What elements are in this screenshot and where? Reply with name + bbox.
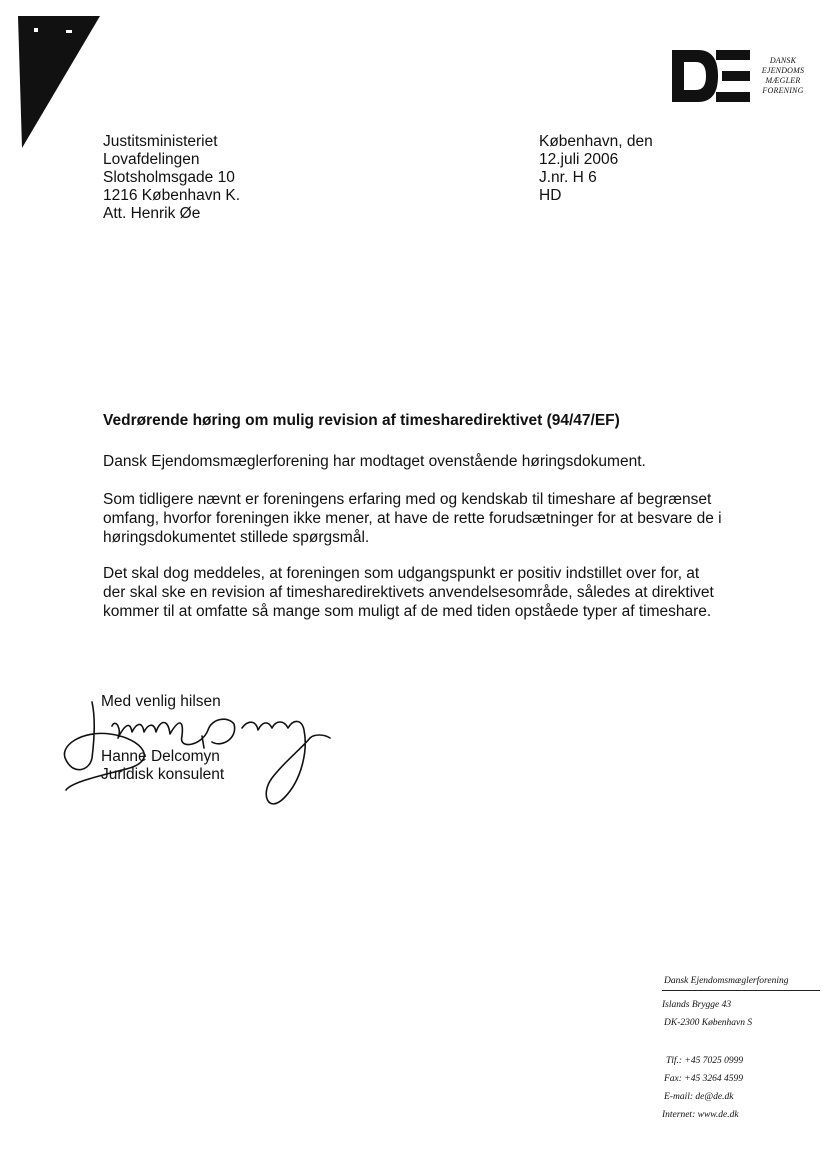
recipient-line: 1216 København K. bbox=[103, 187, 241, 204]
logo-line: FORENING bbox=[762, 86, 804, 95]
footer-city: DK-2300 København S bbox=[664, 1018, 753, 1028]
footer-rule bbox=[662, 990, 820, 991]
de-logo-wordmark bbox=[753, 56, 813, 96]
logo-line: MÆGLER bbox=[765, 76, 801, 85]
logo-line: DANSK bbox=[769, 56, 797, 65]
body-line: omfang, hvorfor foreningen ikke mener, at have de rette forudsætninger for at besvare de i bbox=[103, 510, 722, 527]
footer-web: Internet: www.de.dk bbox=[662, 1110, 739, 1120]
journal-number: J.nr. H 6 bbox=[539, 169, 597, 186]
body-paragraph-2 bbox=[103, 490, 722, 547]
body-line: der skal ske en revision af timesharedirektivets anvendelsesområde, således at direktivet bbox=[103, 584, 714, 601]
closing-salutation: Med venlig hilsen bbox=[101, 693, 221, 710]
recipient-line: Slotsholmsgade 10 bbox=[103, 169, 235, 186]
body-paragraph-1 bbox=[103, 452, 646, 471]
signer-title: Juridisk konsulent bbox=[101, 766, 225, 783]
body-line: høringsdokumentet stillede spørgsmål. bbox=[103, 529, 370, 546]
footer-org: Dansk Ejendomsmæglerforening bbox=[664, 976, 789, 986]
recipient-line: Justitsministeriet bbox=[103, 133, 218, 150]
signer-name: Hanne Delcomyn bbox=[101, 748, 220, 765]
letter-meta bbox=[539, 133, 653, 205]
signer-block bbox=[101, 748, 224, 784]
letter-date: 12.juli 2006 bbox=[539, 151, 619, 168]
letter-subject: Vedrørende høring om mulig revision af timesharedirektivet (94/47/EF) bbox=[103, 412, 620, 429]
place-label: København, den bbox=[539, 133, 653, 150]
footer-fax: Fax: +45 3264 4599 bbox=[664, 1074, 743, 1084]
corner-triangle-mark bbox=[0, 0, 110, 150]
de-logo-mark bbox=[670, 46, 754, 106]
recipient-line: Lovafdelingen bbox=[103, 151, 200, 168]
body-line: Dansk Ejendomsmæglerforening har modtaget ovenstående høringsdokument. bbox=[103, 453, 646, 470]
recipient-address bbox=[103, 133, 240, 223]
body-line: kommer til at omfatte så mange som muligt af de med tiden opståede typer af timeshare. bbox=[103, 603, 712, 620]
de-logo bbox=[670, 46, 810, 106]
footer-street: Islands Brygge 43 bbox=[662, 1000, 732, 1010]
body-line: Som tidligere nævnt er foreningens erfaring med og kendskab til timeshare af begrænset bbox=[103, 491, 712, 508]
body-paragraph-3 bbox=[103, 564, 714, 621]
footer-email: E-mail: de@de.dk bbox=[664, 1092, 734, 1102]
recipient-line: Att. Henrik Øe bbox=[103, 205, 201, 222]
body-line: Det skal dog meddeles, at foreningen som udgangspunkt er positiv indstillet over for, at bbox=[103, 565, 700, 582]
footer-phone: Tlf.: +45 7025 0999 bbox=[666, 1056, 744, 1066]
logo-line: EJENDOMS bbox=[761, 66, 805, 75]
initials: HD bbox=[539, 187, 562, 204]
